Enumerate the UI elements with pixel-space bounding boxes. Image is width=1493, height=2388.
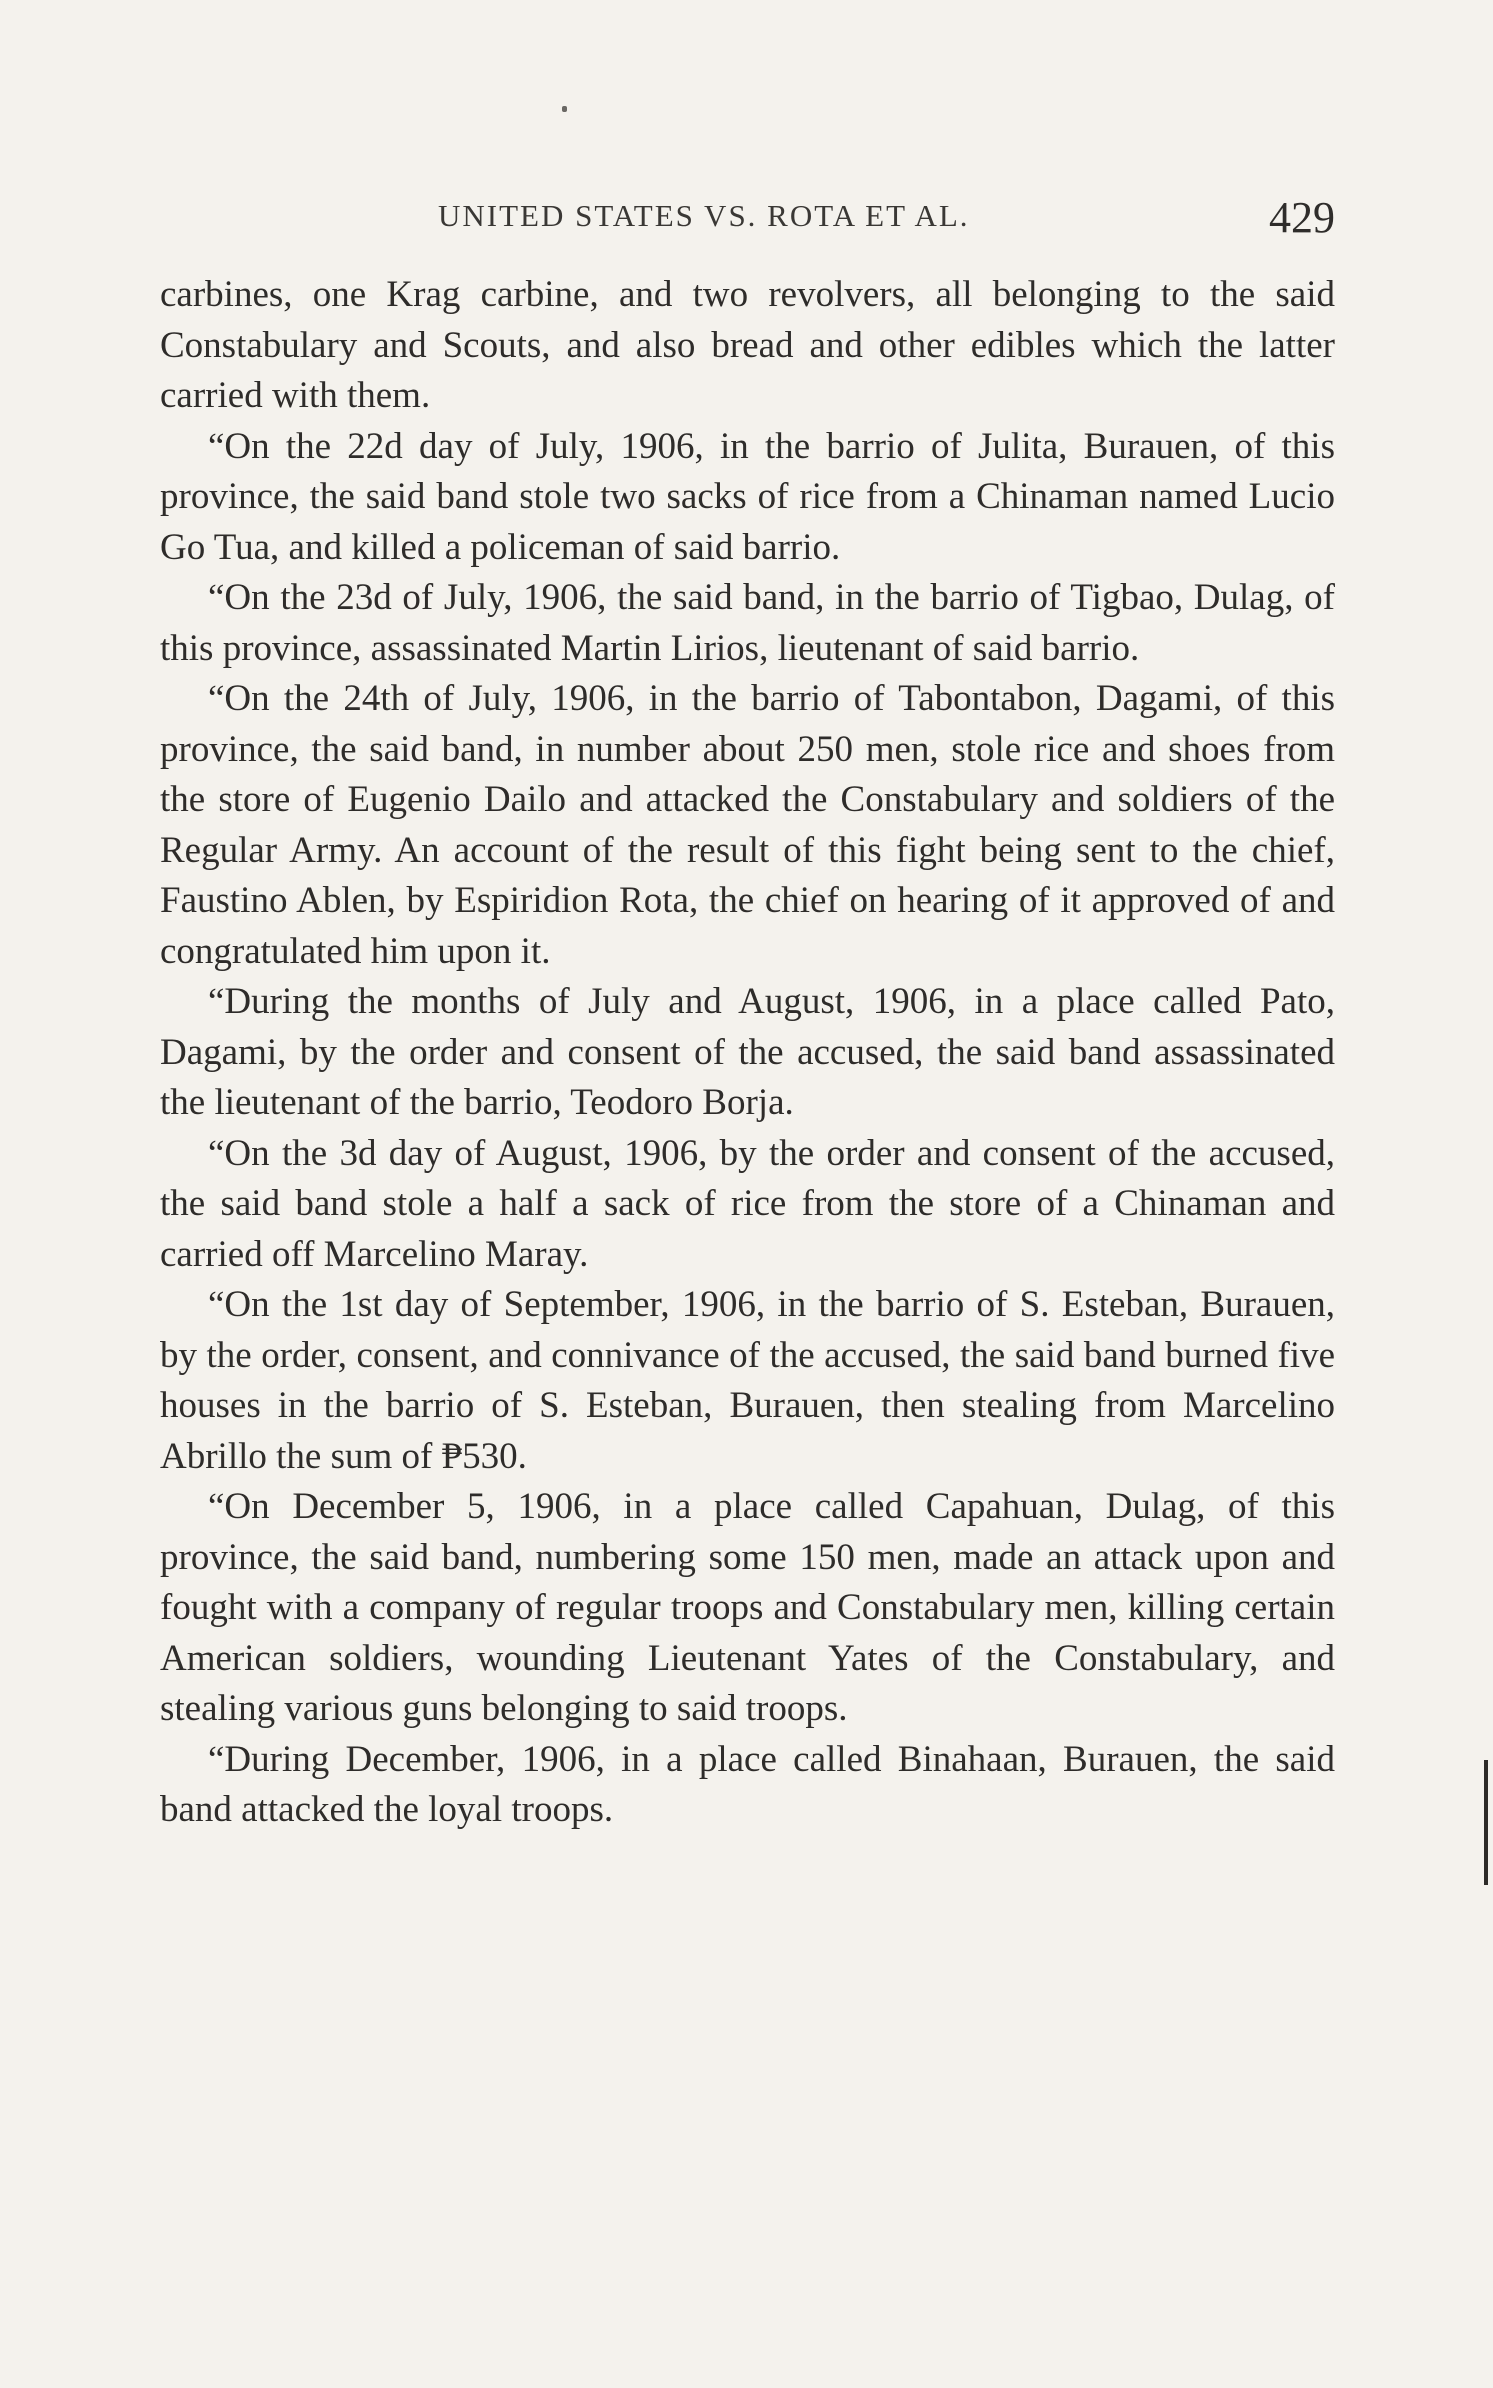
paragraph-august-3: “On the 3d day of August, 1906, by the order and consent of the accused, the said band stole a half a sack of rice from the store of a Chinaman and carried off Marcelino Maray. [160, 1132, 1335, 1275]
paragraph-july-23: “On the 23d of July, 1906, the said band, in the barrio of Tigbao, Dulag, of this province, assassinated Martin Lirios, lieutenant of said barrio. [160, 577, 1335, 669]
paragraph-july-24: “On the 24th of July, 1906, in the barrio of Tabontabon, Dagami, of this province, the said band, in number about 250 men, stole rice and shoes from the store of Eugenio Dailo and attacked the Constabulary and soldiers of the Regular Army. An account of the result of this fight being sent to the chief, Faustino Ablen, by Espiridion Rota, the chief on hearing of it approved of and congratulated him upon it. [160, 678, 1335, 972]
paragraph-december: “During December, 1906, in a place called Binahaan, Burauen, the said band attacked the loyal troops. [160, 1738, 1335, 1830]
paragraph-september-1: “On the 1st day of September, 1906, in the barrio of S. Esteban, Burauen, by the order, consent, and connivance of the accused, the said band burned five houses in the barrio of S. Esteban, Burauen, then stealing from Marcelino Abrillo the sum of ₱530. [160, 1284, 1335, 1477]
body-text [160, 270, 1335, 1836]
scan-edge-mark [1484, 1760, 1488, 1885]
running-head: UNITED STATES VS. ROTA ET AL. [438, 198, 970, 233]
page-number: 429 [1269, 193, 1335, 242]
paragraph-july-22: “On the 22d day of July, 1906, in the barrio of Julita, Burauen, of this province, the said band stole two sacks of rice from a Chinaman named Lucio Go Tua, and killed a policeman of said barrio. [160, 425, 1335, 568]
paragraph-december-5: “On December 5, 1906, in a place called Capahuan, Dulag, of this province, the said band, numbering some 150 men, made an attack upon and fought with a company of regular troops and Constabulary men, killing certain American soldiers, wounding Lieutenant Yates of the Constabulary, and stealing various guns belonging to said troops. [160, 1486, 1335, 1729]
paragraph-july-august: “During the months of July and August, 1906, in a place called Pato, Dagami, by the order and consent of the accused, the said band assassinated the lieutenant of the barrio, Teodoro Borja. [160, 981, 1335, 1123]
paragraph-continuation: carbines, one Krag carbine, and two revolvers, all belonging to the said Constabulary and Scouts, and also bread and other edibles which the latter carried with them. [160, 274, 1335, 416]
print-speck [562, 106, 567, 112]
page-header [160, 192, 1335, 252]
